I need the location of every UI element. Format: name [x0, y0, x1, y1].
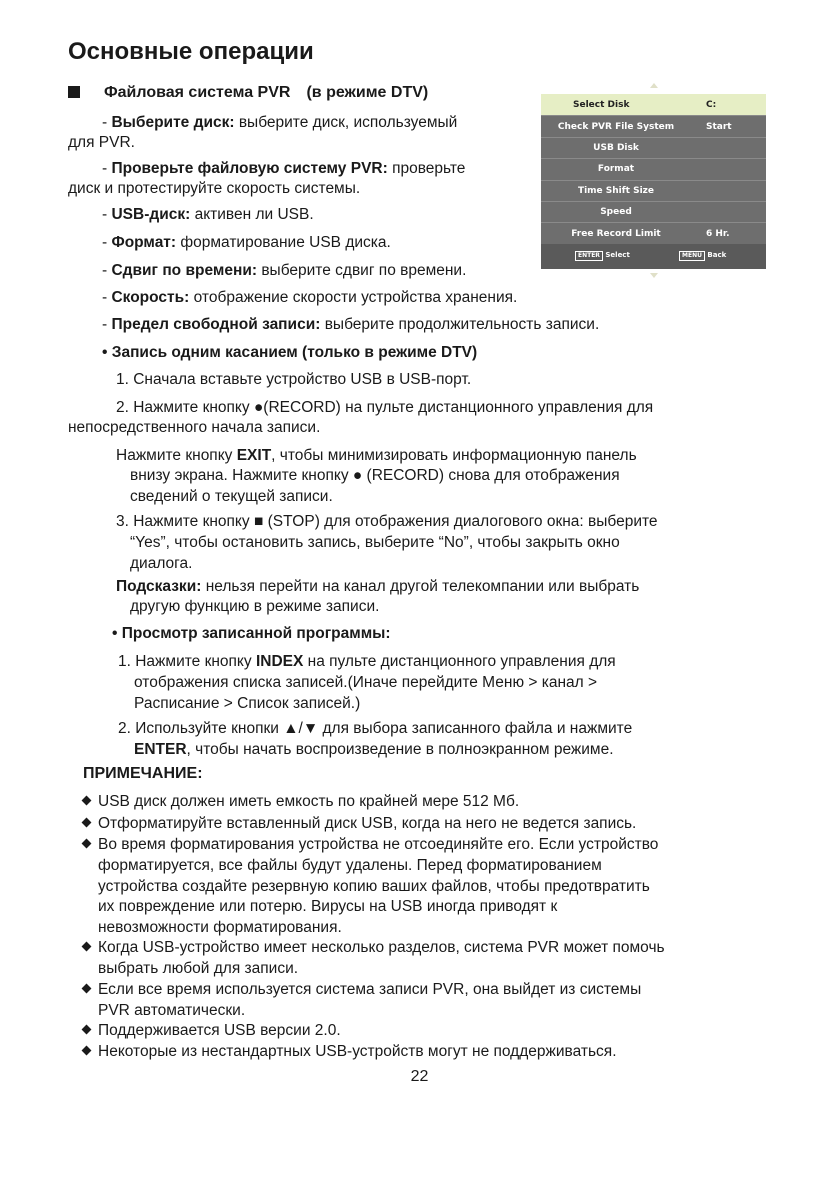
one-touch-step3-c: диалога. — [130, 555, 193, 572]
osd-footer-back: Back — [707, 251, 727, 260]
item-format: - Формат: форматирование USB диска. — [102, 234, 391, 251]
osd-footer-select: Select — [605, 251, 630, 260]
playback-s1-b: отображения списка записей.(Иначе перейдите Меню > канал > — [134, 674, 598, 691]
diamond-bullet-icon — [82, 984, 92, 994]
osd-row-usb-disk[interactable]: USB Disk — [541, 137, 766, 158]
one-touch-step3-a: 3. Нажмите кнопку ■ (STOP) для отображения диалогового окна: выберите — [116, 513, 658, 530]
page-number: 22 — [410, 1068, 429, 1085]
playback-s1-c: Расписание > Список записей.) — [134, 695, 361, 712]
one-touch-step3-b: “Yes”, чтобы остановить запись, выберите “No”, чтобы закрыть окно — [130, 534, 620, 551]
item-select-disk: - Выберите диск: выберите диск, используемый — [102, 114, 458, 131]
one-touch-exit-a: Нажмите кнопку EXIT, чтобы минимизировать информационную панель — [116, 447, 637, 464]
one-touch-exit-c: сведений о текущей записи. — [130, 488, 333, 505]
square-bullet-icon — [68, 86, 80, 98]
item-select-disk-cont: для PVR. — [68, 134, 135, 151]
note-item-cont: устройства создайте резервную копию ваших файлов, чтобы предотвратить — [98, 878, 650, 895]
note-item: Отформатируйте вставленный диск USB, когда на него не ведется запись. — [83, 814, 636, 834]
one-touch-tips-a: Подсказки: нельзя перейти на канал другой телекомпании или выбрать — [116, 578, 640, 595]
note-item-cont: форматируется, все файлы будут удалены. Перед форматированием — [98, 857, 602, 874]
note-item-cont: невозможности форматирования. — [98, 919, 342, 936]
diamond-bullet-icon — [82, 839, 92, 849]
note-item-cont: выбрать любой для записи. — [98, 960, 299, 977]
osd-row-speed[interactable]: Speed — [541, 201, 766, 222]
one-touch-step1: 1. Сначала вставьте устройство USB в USB-порт. — [116, 371, 472, 388]
section-label: Файловая система PVR — [104, 84, 291, 101]
osd-row-check-fs[interactable]: Check PVR File System Start — [541, 115, 766, 136]
osd-row-timeshift[interactable]: Time Shift Size — [541, 180, 766, 201]
osd-footer — [541, 244, 766, 269]
note-item: Во время форматирования устройства не отсоединяйте его. Если устройство — [83, 835, 658, 855]
note-item: Если все время используется система записи PVR, она выйдет из системы — [83, 980, 641, 1000]
osd-row-format[interactable]: Format — [541, 158, 766, 179]
item-check-fs-cont: диск и протестируйте скорость системы. — [68, 180, 361, 197]
diamond-bullet-icon — [82, 1025, 92, 1035]
item-check-fs: - Проверьте файловую систему PVR: проверьте — [102, 160, 466, 177]
item-free-limit: - Предел свободной записи: выберите продолжительность записи. — [102, 316, 600, 333]
section-heading — [68, 84, 428, 102]
one-touch-heading: • Запись одним касанием (только в режиме DTV) — [102, 344, 478, 361]
menu-key-icon: MENU — [679, 251, 705, 261]
note-item: Поддерживается USB версии 2.0. — [83, 1021, 341, 1041]
one-touch-tips-b: другую функцию в режиме записи. — [130, 598, 380, 615]
note-item: Некоторые из нестандартных USB-устройств могут не поддерживаться. — [83, 1042, 617, 1062]
item-speed: - Скорость: отображение скорости устройства хранения. — [102, 289, 518, 306]
diamond-bullet-icon — [82, 796, 92, 806]
playback-heading: • Просмотр записанной программы: — [112, 625, 391, 642]
one-touch-step2-a: 2. Нажмите кнопку ●(RECORD) на пульте дистанционного управления для — [116, 399, 654, 416]
osd-row-select-disk[interactable]: Select Disk C: — [541, 94, 766, 115]
playback-s2-a: 2. Используйте кнопки ▲/▼ для выбора записанного файла и нажмите — [118, 720, 633, 737]
note-item: USB диск должен иметь емкость по крайней мере 512 Мб. — [83, 792, 519, 812]
note-item-cont: PVR автоматически. — [98, 1002, 246, 1019]
playback-s1-a: 1. Нажмите кнопку INDEX на пульте дистанционного управления для — [118, 653, 616, 670]
playback-s2-b: ENTER, чтобы начать воспроизведение в полноэкранном режиме. — [134, 741, 614, 758]
item-usb-disk: - USB-диск: активен ли USB. — [102, 206, 314, 223]
one-touch-exit-b: внизу экрана. Нажмите кнопку ● (RECORD) снова для отображения — [130, 467, 620, 484]
osd-row-free-limit[interactable]: Free Record Limit 6 Hr. — [541, 222, 766, 243]
note-item-cont: их повреждение или потерю. Вирусы на USB иногда приводят к — [98, 898, 558, 915]
item-timeshift: - Сдвиг по времени: выберите сдвиг по времени. — [102, 262, 467, 279]
scroll-up-arrow-icon — [650, 83, 658, 88]
diamond-bullet-icon — [82, 818, 92, 828]
diamond-bullet-icon — [82, 1046, 92, 1056]
enter-key-icon: ENTER — [575, 251, 603, 261]
one-touch-step2-b: непосредственного начала записи. — [68, 419, 321, 436]
note-item: Когда USB-устройство имеет несколько разделов, система PVR может помочь — [83, 938, 665, 958]
section-sublabel: (в режиме DTV) — [306, 84, 429, 101]
page-title: Основные операции — [68, 38, 314, 65]
scroll-down-arrow-icon — [650, 273, 658, 278]
diamond-bullet-icon — [82, 942, 92, 952]
pvr-osd-menu — [541, 94, 766, 269]
notes-heading: ПРИМЕЧАНИЕ: — [83, 765, 203, 782]
